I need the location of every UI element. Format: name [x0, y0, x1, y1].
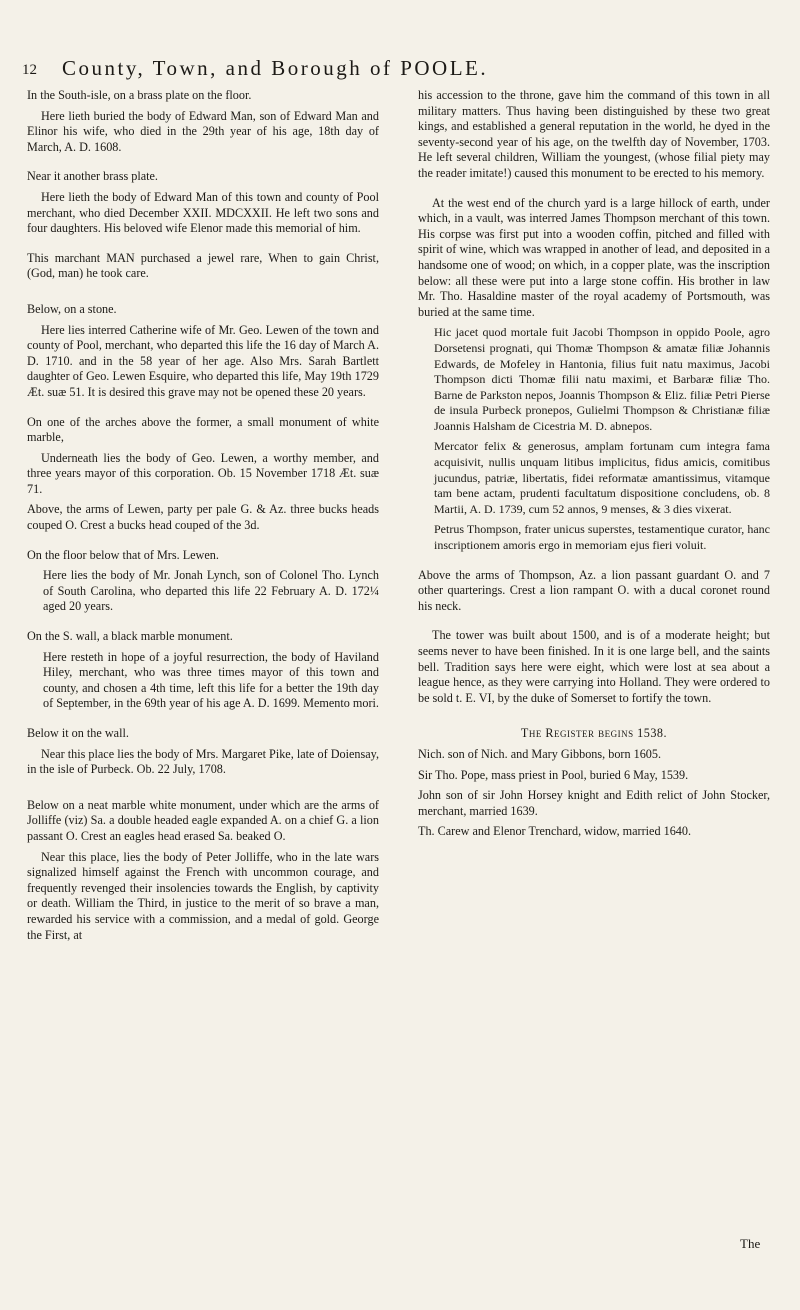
latin-inscription: Petrus Thompson, frater unicus superstes, testamentique curator, hanc inscriptionem amoris ergo in memoriam ejus fieri voluit.	[434, 522, 770, 553]
running-head	[22, 56, 782, 86]
text-paragraph: Near it another brass plate.	[27, 169, 158, 184]
register-entry: John son of sir John Horsey knight and Edith relict of John Stocker, merchant, married 1639.	[418, 788, 770, 818]
left-column	[27, 88, 379, 948]
heraldry-paragraph: Above the arms of Thompson, Az. a lion passant guardant O. and 7 other quarterings. Crest a lion rampant O. with a ducal coronet round his neck.	[418, 567, 770, 613]
inscription-paragraph: Here lieth buried the body of Edward Man, son of Edward Man and Elinor his wife, who died in the 29th year of his age, 18th day of March, A. D. 1608.	[27, 108, 379, 154]
latin-inscription: Mercator felix & generosus, amplam fortunam cum integra fama acquisivit, nullis unquam litibus implicitus, fidus amicis, comitibus jucundus, patriæ, libertatis, fidei reformatæ amantissimus, vitamque tam bene actam, prudenti facultatum dispositione concludens, ob. 8 Martii, A. D. 1739, cum 52 annos, 9 menses, & 3 dies vixerat.	[434, 439, 770, 516]
register-entry: Sir Tho. Pope, mass priest in Pool, buried 6 May, 1539.	[418, 767, 689, 782]
text-paragraph: Below, on a stone.	[27, 301, 117, 316]
inscription-paragraph: Here lies the body of Mr. Jonah Lynch, son of Colonel Tho. Lynch of South Carolina, who departed this life 22 February A. D. 172¼ aged 20 years.	[43, 568, 379, 614]
text-paragraph: At the west end of the church yard is a large hillock of earth, under which, in a vault, was interred James Thompson merchant of this town. His corpse was first put into a wooden coffin, pitched and filled with spirit of wine, which was wrapped in another of lead, and deposited in a handsome one of wood; on which, in a copper plate, was the inscription below: all these were put into a large stone coffin. His brother in law Mr. Tho. Hasaldine master of the royal academy of Portsmouth, was buried at the same time.	[418, 195, 770, 319]
heraldry-paragraph: Above, the arms of Lewen, party per pale G. & Az. three bucks heads couped O. Crest a bucks head couped of the 3d.	[27, 502, 379, 533]
text-paragraph: On one of the arches above the former, a small monument of white marble,	[27, 414, 379, 445]
text-paragraph: Below it on the wall.	[27, 726, 129, 740]
inscription-paragraph: Here lieth the body of Edward Man of this town and county of Pool merchant, who died December XXII. MDCXXII. He left two sons and four daughters. His beloved wife Elenor made this memorial of him.	[27, 189, 379, 236]
heraldry-paragraph: Below on a neat marble white monument, under which are the arms of Jolliffe (viz) Sa. a double headed eagle expanded A. on a chief G. a lion passant O. Crest an eagles head erased Sa. beaked O.	[27, 797, 379, 843]
text-paragraph: In the South-isle, on a brass plate on the floor.	[27, 88, 252, 102]
latin-inscription: Hic jacet quod mortale fuit Jacobi Thompson in oppido Poole, agro Dorsetensi prognati, qui Thomæ Thompson & amatæ filiæ Johannis Edwards, de Mofeley in Hantonia, filius fuit natu maximus, Jacobi Thompson dicti Thomæ filii natu maximi, et Barbaræ filiæ Tho. Barne de Parkston nepos, Joannis Thompson & Eliz. filiæ Petri Pierse de insula Purbeck pronepos, Gulielmi Thompson & Christianæ filiæ Joannis Halsham de Cicestria M. D. abnepos.	[434, 325, 770, 433]
register-entry: Th. Carew and Elenor Trenchard, widow, married 1640.	[418, 824, 692, 839]
verse-paragraph: This marchant MAN purchased a jewel rare, When to gain Christ, (God, man) he took care.	[27, 250, 379, 281]
text-paragraph: On the S. wall, a black marble monument.	[27, 629, 233, 644]
right-column	[418, 88, 770, 845]
text-paragraph: The tower was built about 1500, and is of a moderate height; but seems never to have been finished. In it is one large bell, and the saints bell. Tradition says here were eight, which were lost at sea about a league hence, as they were carrying into Holland. They were ordered to be sold t. E. VI, by the duke of Somerset to fortify the town.	[418, 628, 770, 705]
running-title: County, Town, and Borough of POOLE.	[62, 56, 489, 80]
inscription-paragraph: his accession to the throne, gave him the command of this town in all military matters. Thus having been distinguished by these two great kings, and established a general reputation in the world, he dyed in the seventy-second year of his age, on the twelfth day of November, 1703. He left several children, William the youngest, (whose filial piety may the reader imitate!) caused this monument to be erected to his memory.	[418, 88, 770, 180]
page-number: 12	[22, 62, 37, 78]
inscription-paragraph: Underneath lies the body of Geo. Lewen, a worthy member, and three years mayor of this corporation. Ob. 15 November 1718 Æt. suæ 71.	[27, 450, 379, 496]
catchword: The	[740, 1236, 761, 1251]
inscription-paragraph: Here lies interred Catherine wife of Mr. Geo. Lewen of the town and county of Pool, merchant, who departed this life the 16 day of March A. D. 1710. and in the 58 year of her age. Also Mrs. Sarah Bartlett daughter of Geo. Lewen Esquire, who departed this life, May 19th 1729 Æt. suæ 51. It is desired this grave may not be opened these 20 years.	[27, 322, 379, 399]
register-entry: Nich. son of Nich. and Mary Gibbons, born 1605.	[418, 746, 662, 761]
text-paragraph: On the floor below that of Mrs. Lewen.	[27, 547, 219, 562]
inscription-paragraph: Here resteth in hope of a joyful resurrection, the body of Haviland Hiley, merchant, who was three times mayor of this town and county, and chosen a 4th time, left this life for a better the 19th day of September, in the 69th year of his age A. D. 1699. Memento mori.	[43, 649, 379, 711]
register-heading: The Register begins 1538.	[520, 726, 668, 741]
inscription-paragraph: Near this place lies the body of Mrs. Margaret Pike, late of Doiensay, in the isle of Purbeck. Ob. 22 July, 1708.	[27, 746, 379, 777]
inscription-paragraph: Near this place, lies the body of Peter Jolliffe, who in the late wars signalized himself against the French with uncommon courage, and frequently revenged their insolencies towards the English, by captivity or death. William the Third, in justice to the merit of so brave a man, rewarded his service with a commission, and a medal of gold. George the First, at	[27, 849, 379, 942]
